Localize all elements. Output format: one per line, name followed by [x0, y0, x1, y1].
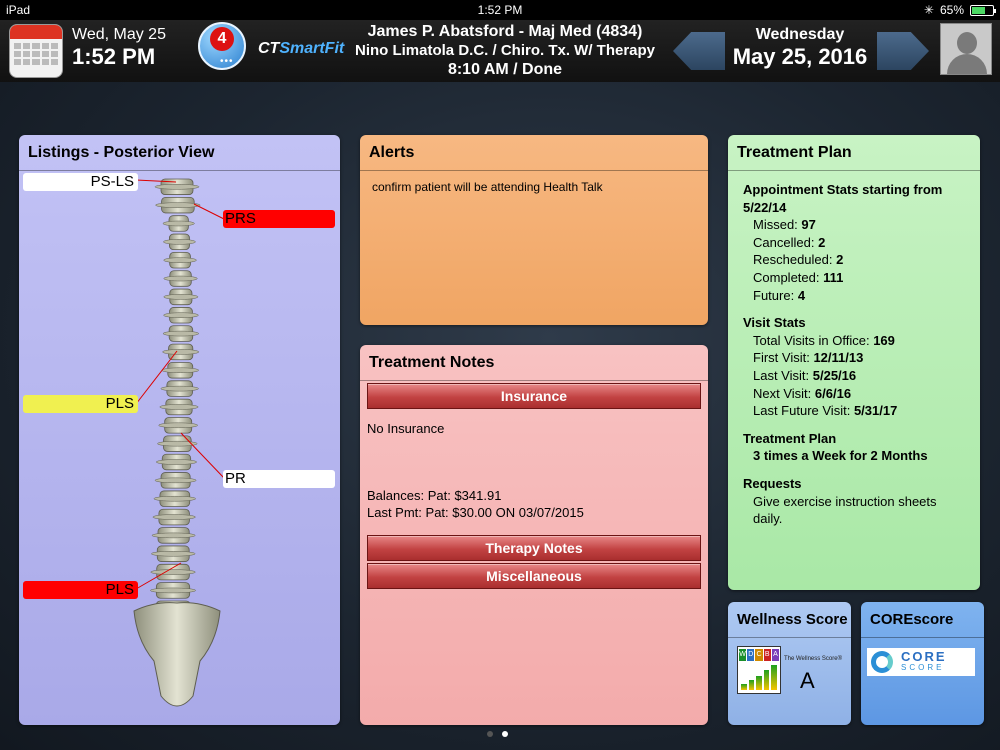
- visit-stats-list: [743, 332, 965, 420]
- corescore-title: COREscore: [861, 602, 984, 638]
- vertebra-process: [164, 276, 197, 281]
- balance-line: Balances: Pat: $341.91: [367, 488, 502, 503]
- brand-smartfit: SmartFit: [279, 40, 345, 57]
- stat-row: [743, 287, 965, 305]
- patient-summary[interactable]: [350, 22, 660, 79]
- wellness-score-logo: [737, 646, 781, 694]
- header-time: 1:52 PM: [72, 44, 156, 69]
- appointment-status: 8:10 AM / Done: [447, 61, 563, 78]
- wellness-letter: B: [764, 649, 771, 661]
- alerts-panel: [360, 135, 708, 325]
- core-logo-word: CORE: [901, 649, 947, 664]
- stat-label: Last Future Visit:: [753, 403, 851, 419]
- header-weekday: Wednesday: [755, 26, 845, 43]
- wellness-letter: W: [739, 649, 746, 661]
- stat-row: [743, 251, 965, 269]
- last-payment-line: Last Pmt: Pat: $30.00 ON 03/07/2015: [367, 505, 584, 520]
- spine-diagram[interactable]: [19, 171, 340, 725]
- vertebra-process: [151, 551, 195, 556]
- treatment-plan-panel: [728, 135, 980, 590]
- wellness-letter: A: [772, 649, 779, 661]
- stat-row: [743, 402, 965, 420]
- stat-value: 111: [823, 269, 844, 285]
- avatar-head-icon: [957, 32, 977, 54]
- page-dot[interactable]: [487, 731, 493, 737]
- page-indicator[interactable]: [487, 731, 508, 737]
- insurance-status: No Insurance: [367, 421, 445, 436]
- stat-label: Rescheduled:: [753, 252, 833, 268]
- battery-percent: 65%: [939, 3, 964, 17]
- stat-row: [743, 234, 965, 252]
- score-logo-word: SCORE: [901, 663, 945, 672]
- stat-row: [743, 216, 965, 234]
- wellness-logo-caption: The Wellness Score®: [784, 656, 842, 662]
- vertebra-process: [155, 184, 199, 189]
- stat-label: Missed:: [753, 217, 798, 233]
- status-right: [924, 3, 994, 17]
- vertebra-process: [160, 404, 198, 409]
- alerts-title: Alerts: [360, 135, 708, 171]
- header-full-date: May 25, 2016: [732, 44, 868, 69]
- wellness-grade: A: [800, 668, 815, 693]
- stat-row: [743, 269, 965, 287]
- typing-dots-icon: •••: [220, 56, 234, 67]
- stat-value: 2: [818, 234, 826, 250]
- visit-stats-heading: Visit Stats: [743, 315, 806, 331]
- plan-heading: Treatment Plan: [743, 430, 837, 446]
- stat-label: Last Visit:: [753, 367, 810, 383]
- stat-row: [743, 367, 965, 385]
- device-label: iPad: [6, 3, 31, 17]
- balance-info: [360, 436, 708, 521]
- vertebra-process: [151, 570, 196, 575]
- vertebra-process: [159, 423, 198, 428]
- sacrum-shape: [134, 603, 220, 706]
- vertebra-process: [163, 239, 195, 244]
- treatment-notes-title: Treatment Notes: [360, 345, 708, 381]
- insurance-button[interactable]: Insurance: [367, 383, 701, 409]
- stat-value: 12/11/13: [813, 350, 864, 366]
- vertebra-process: [155, 478, 196, 483]
- avatar-body-icon: [947, 54, 987, 75]
- wellness-score-panel[interactable]: [728, 602, 851, 725]
- provider-line: Nino Limatola D.C. / Chiro. Tx. W/ Therapy: [354, 42, 656, 59]
- alert-message: confirm patient will be attending Health Talk: [372, 180, 603, 194]
- page-dot-active[interactable]: [502, 731, 508, 737]
- stat-row: [743, 332, 965, 350]
- stat-label: Total Visits in Office:: [753, 332, 870, 348]
- prev-day-button[interactable]: [673, 32, 725, 70]
- leader-line-prs: [194, 204, 224, 219]
- core-ring-icon: [871, 651, 893, 673]
- vertebra-process: [164, 258, 197, 263]
- wellness-score-title: Wellness Score: [728, 602, 851, 638]
- spine-vertebrae: [150, 179, 200, 617]
- listing-tag-psls[interactable]: PS-LS: [23, 173, 138, 191]
- vertebra-process: [156, 203, 201, 208]
- stat-value: 5/25/16: [812, 367, 857, 383]
- stat-value: 2: [836, 252, 844, 268]
- calendar-icon[interactable]: [9, 24, 63, 78]
- treatment-plan-title: Treatment Plan: [728, 135, 980, 171]
- stat-label: First Visit:: [753, 350, 810, 366]
- listings-title: Listings - Posterior View: [19, 135, 340, 171]
- stat-row: [743, 349, 965, 367]
- corescore-panel[interactable]: [861, 602, 984, 725]
- listings-panel: [19, 135, 340, 725]
- wellness-letter: C: [755, 649, 762, 661]
- vertebra-process: [162, 368, 199, 373]
- listing-tag-prs[interactable]: PRS: [223, 210, 335, 228]
- requests-text: Give exercise instruction sheets daily.: [753, 493, 937, 527]
- brand-logo: [258, 40, 344, 58]
- listing-tag-pr[interactable]: PR: [223, 470, 335, 488]
- vertebra-process: [163, 349, 199, 354]
- status-clock: 1:52 PM: [477, 3, 523, 17]
- corescore-logo: [867, 648, 975, 676]
- stat-label: Completed:: [753, 269, 820, 285]
- stat-label: Cancelled:: [753, 234, 815, 250]
- vertebra-process: [156, 460, 196, 465]
- battery-icon: [970, 5, 994, 16]
- stat-value: 97: [801, 217, 816, 233]
- stat-row: [743, 385, 965, 403]
- patient-avatar[interactable]: [940, 23, 992, 75]
- appointment-stats-list: [743, 216, 965, 304]
- vertebra-process: [152, 533, 195, 538]
- app-header: [0, 20, 1000, 82]
- stat-label: Future:: [753, 287, 795, 303]
- brand-ct: CT: [258, 40, 280, 57]
- status-bar: [0, 0, 1000, 20]
- vertebra-process: [163, 221, 194, 226]
- listing-tag-pls-lower[interactable]: PLS: [23, 581, 138, 599]
- bluetooth-icon: ✳: [923, 3, 934, 17]
- appointment-stats-heading: Appointment Stats starting from 5/22/14: [743, 182, 943, 215]
- listing-tag-pls-upper[interactable]: PLS: [23, 395, 138, 413]
- stat-value: 6/6/16: [814, 385, 852, 401]
- stat-value: 169: [873, 332, 895, 348]
- vertebra-process: [164, 294, 198, 299]
- stat-value: 5/31/17: [853, 403, 898, 419]
- vertebra-process: [161, 386, 199, 391]
- vertebra-process: [154, 496, 196, 501]
- stat-label: Next Visit:: [753, 385, 812, 401]
- patient-name: James P. Abatsford - Maj Med (4834): [367, 23, 643, 40]
- requests-heading: Requests: [743, 475, 802, 491]
- vertebra-process: [150, 588, 195, 593]
- plan-frequency: 3 times a Week for 2 Months: [753, 448, 928, 464]
- wellness-letter: D: [747, 649, 754, 661]
- stat-value: 4: [797, 287, 806, 303]
- vertebra-process: [164, 313, 199, 318]
- vertebra-process: [153, 515, 196, 520]
- header-date: Wed, May 25: [72, 26, 166, 43]
- next-day-button[interactable]: [877, 32, 929, 70]
- message-count-badge[interactable]: 4: [210, 27, 234, 51]
- therapy-notes-button[interactable]: Therapy Notes: [367, 535, 701, 561]
- miscellaneous-button[interactable]: Miscellaneous: [367, 563, 701, 589]
- treatment-notes-panel: [360, 345, 708, 725]
- vertebra-process: [163, 331, 199, 336]
